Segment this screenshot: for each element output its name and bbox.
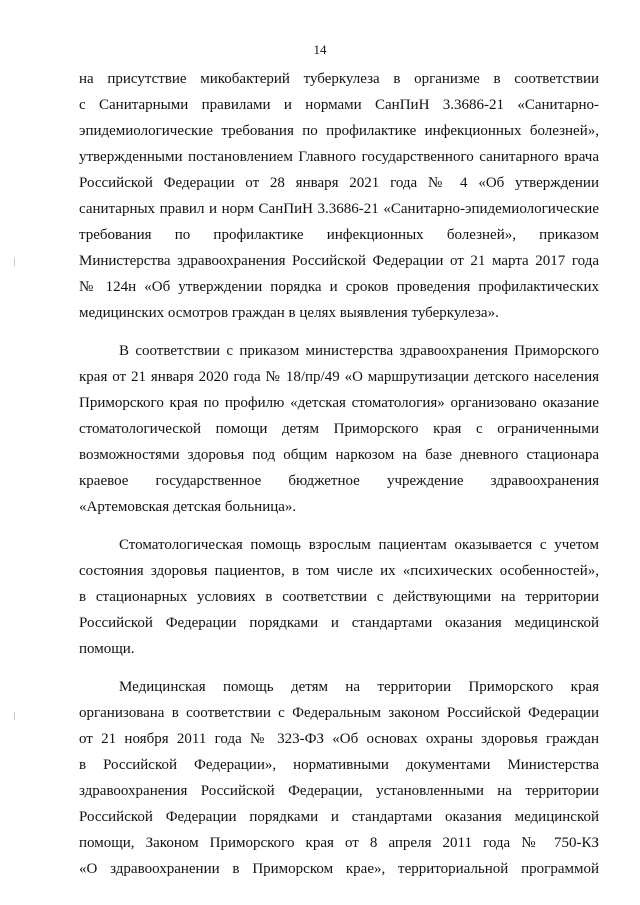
text-line: стоматологической помощи детям Приморского края с ограниченными xyxy=(79,421,599,437)
scan-margin-mark xyxy=(14,712,15,720)
text-line: «О здравоохранении в Приморском крае», территориальной программой xyxy=(79,861,599,877)
text-line: санитарных правил и норм СанПиН 3.3686-21 «Санитарно-эпидемиологические xyxy=(79,201,599,217)
paragraph xyxy=(79,338,599,520)
text-line: состояния здоровья пациентов, в том числе их «психических особенностей», xyxy=(79,563,599,579)
text-line: № 124н «Об утверждении порядка и сроков проведения профилактических xyxy=(79,279,599,295)
text-line: с Санитарными правилами и нормами СанПиН 3.3686-21 «Санитарно- xyxy=(79,97,599,113)
text-line: в Российской Федерации», нормативными документами Министерства xyxy=(79,757,599,773)
paragraph xyxy=(79,66,599,326)
text-line: требования по профилактике инфекционных болезней», приказом xyxy=(79,227,599,243)
text-line: организована в соответствии с Федеральным законом Российской Федерации xyxy=(79,705,599,721)
text-line: Российской Федерации от 28 января 2021 года № 4 «Об утверждении xyxy=(79,175,599,191)
paragraph xyxy=(79,532,599,662)
text-line: Министерства здравоохранения Российской Федерации от 21 марта 2017 года xyxy=(79,253,599,269)
text-line: «Артемовская детская больница». xyxy=(79,499,297,515)
text-line: В соответствии с приказом министерства здравоохранения Приморского xyxy=(119,343,599,359)
text-line: Российской Федерации порядками и стандартами оказания медицинской xyxy=(79,615,599,631)
text-line: Приморского края по профилю «детская стоматология» организовано оказание xyxy=(79,395,599,411)
text-line: на присутствие микобактерий туберкулеза в организме в соответствии xyxy=(79,71,599,87)
text-line: медицинских осмотров граждан в целях выявления туберкулеза». xyxy=(79,305,499,321)
text-line: эпидемиологические требования по профилактике инфекционных болезней», xyxy=(79,123,599,139)
text-line: краевое государственное бюджетное учреждение здравоохранения xyxy=(79,473,599,489)
page-number: 14 xyxy=(313,42,327,57)
text-line: помощи. xyxy=(79,641,135,657)
text-line: Российской Федерации порядками и стандартами оказания медицинской xyxy=(79,809,599,825)
body-text xyxy=(79,66,599,882)
scan-margin-mark xyxy=(14,258,15,266)
text-line: Медицинская помощь детям на территории Приморского края xyxy=(119,679,599,695)
text-line: в стационарных условиях в соответствии с действующими на территории xyxy=(79,589,599,605)
text-line: от 21 ноября 2011 года № 323-ФЗ «Об основах охраны здоровья граждан xyxy=(79,731,599,747)
text-line: возможностями здоровья под общим наркозом на базе дневного стационара xyxy=(79,447,599,463)
paragraph xyxy=(79,674,599,882)
text-line: Стоматологическая помощь взрослым пациентам оказывается с учетом xyxy=(119,537,599,553)
text-line: края от 21 января 2020 года № 18/пр/49 «О маршрутизации детского населения xyxy=(79,369,599,385)
text-line: здравоохранения Российской Федерации, установленными на территории xyxy=(79,783,599,799)
text-line: утвержденными постановлением Главного государственного санитарного врача xyxy=(79,149,599,165)
text-line: помощи, Законом Приморского края от 8 апреля 2011 года № 750-КЗ xyxy=(79,835,599,851)
